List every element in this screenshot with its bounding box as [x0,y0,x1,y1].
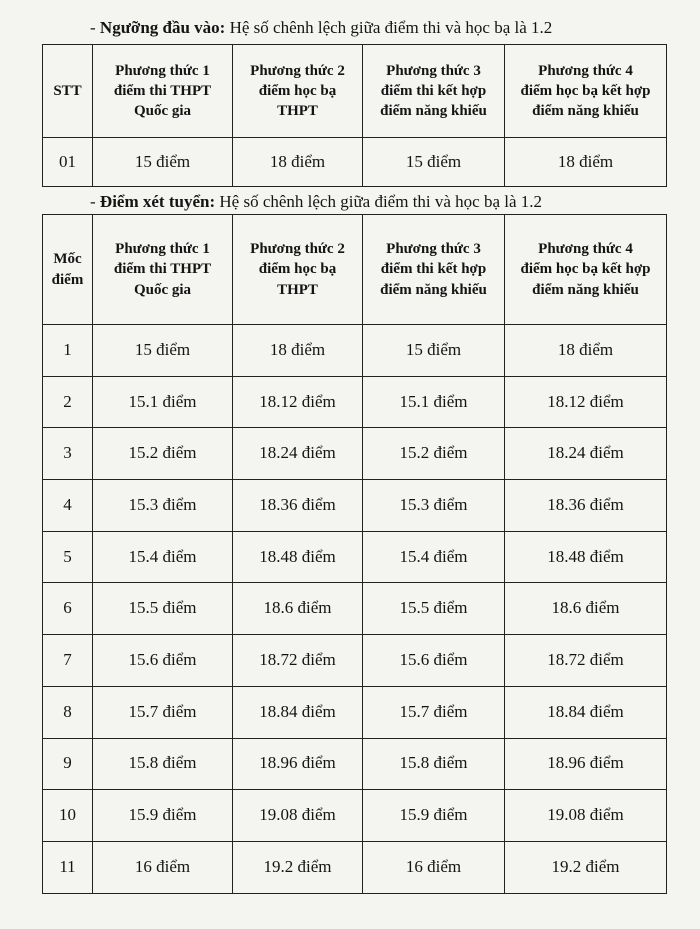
admission-index-cell: 3 [43,428,93,480]
admission-header-line: điểm học bạ [258,261,337,278]
threshold-score-cell: 15 điểm [93,138,233,187]
threshold-header-row [43,45,667,138]
admission-caption [90,192,542,212]
admission-score-cell: 18.48 điểm [505,531,667,583]
threshold-header-line: điểm thi kết hợp [380,82,487,99]
admission-header-cell [93,215,233,325]
admission-score-cell: 15.6 điểm [363,635,505,687]
threshold-header-line: Phương thức 3 [386,62,481,79]
threshold-header-line: điểm học bạ [258,82,337,99]
admission-score-cell: 15.1 điểm [93,376,233,428]
admission-score-cell: 15.5 điểm [93,583,233,635]
admission-score-cell: 18.12 điểm [233,376,363,428]
admission-index-cell: 6 [43,583,93,635]
threshold-header-line: điểm thi THPT [113,82,212,99]
admission-score-cell: 18.6 điểm [233,583,363,635]
admission-header-line: Phương thức 4 [538,241,633,258]
admission-index-cell: 4 [43,480,93,532]
admission-index-cell: 10 [43,790,93,842]
admission-header-line: điểm năng khiếu [532,281,639,298]
admission-row [43,428,667,480]
admission-row [43,790,667,842]
threshold-header-line: Phương thức 4 [538,62,633,79]
threshold-header-line: điểm năng khiếu [532,103,639,120]
admission-score-cell: 15.8 điểm [93,738,233,790]
admission-index-cell: 8 [43,686,93,738]
admission-score-cell: 19.2 điểm [505,841,667,893]
admission-score-cell: 15.7 điểm [363,686,505,738]
admission-header-line: điểm học bạ kết hợp [520,261,651,278]
admission-row [43,376,667,428]
threshold-header-line: Phương thức 1 [115,62,210,79]
admission-header-line: THPT [277,281,318,298]
admission-header-line: điểm thi kết hợp [380,261,487,278]
admission-header-line: điểm thi THPT [113,261,212,278]
admission-score-cell: 18.24 điểm [233,428,363,480]
admission-score-table [42,214,667,894]
admission-row [43,480,667,532]
admission-score-cell: 15.9 điểm [363,790,505,842]
admission-score-cell: 16 điểm [93,841,233,893]
admission-row [43,841,667,893]
threshold-header-line: điểm năng khiếu [380,103,487,120]
threshold-score-cell: 15 điểm [363,138,505,187]
admission-header-line: Quốc gia [133,281,192,298]
admission-score-cell: 18.48 điểm [233,531,363,583]
threshold-text: Hệ số chênh lệch giữa điểm thi và học bạ là 1.2 [225,18,553,37]
admission-score-cell: 15.5 điểm [363,583,505,635]
admission-header-line: Mốc [53,251,82,268]
admission-score-cell: 19.2 điểm [233,841,363,893]
admission-score-cell: 18.36 điểm [233,480,363,532]
admission-score-cell: 15.2 điểm [363,428,505,480]
admission-score-cell: 15.2 điểm [93,428,233,480]
admission-row [43,738,667,790]
admission-score-cell: 16 điểm [363,841,505,893]
admission-header-row [43,215,667,325]
admission-score-cell: 15.3 điểm [363,480,505,532]
admission-index-cell: 7 [43,635,93,687]
admission-score-cell: 18.84 điểm [505,686,667,738]
threshold-header-cell [505,45,667,138]
admission-row [43,686,667,738]
threshold-label: Ngưỡng đầu vào: [99,18,226,37]
admission-header-cell [233,215,363,325]
threshold-index-cell: 01 [43,138,93,187]
threshold-header-line: Quốc gia [133,103,192,120]
admission-score-cell: 18.12 điểm [505,376,667,428]
threshold-header-cell [233,45,363,138]
threshold-score-cell: 18 điểm [233,138,363,187]
threshold-header-line: Phương thức 2 [250,62,345,79]
admission-row [43,583,667,635]
admission-score-cell: 18 điểm [505,325,667,377]
admission-score-cell: 18.96 điểm [233,738,363,790]
admission-score-cell: 18.36 điểm [505,480,667,532]
threshold-header-cell [43,45,93,138]
admission-score-cell: 18.6 điểm [505,583,667,635]
admission-score-cell: 15.7 điểm [93,686,233,738]
admission-score-cell: 15.9 điểm [93,790,233,842]
admission-score-cell: 18.24 điểm [505,428,667,480]
admission-score-cell: 15 điểm [93,325,233,377]
admission-header-cell [363,215,505,325]
admission-score-cell: 18 điểm [233,325,363,377]
admission-score-cell: 15.3 điểm [93,480,233,532]
admission-score-cell: 18.96 điểm [505,738,667,790]
admission-header-line: Phương thức 2 [250,241,345,258]
admission-score-cell: 15.6 điểm [93,635,233,687]
admission-index-cell: 11 [43,841,93,893]
admission-row [43,531,667,583]
admission-header-line: điểm năng khiếu [380,281,487,298]
admission-index-cell: 1 [43,325,93,377]
admission-body [43,325,667,894]
admission-score-cell: 18.84 điểm [233,686,363,738]
admission-index-cell: 9 [43,738,93,790]
admission-header-line: Phương thức 3 [386,241,481,258]
threshold-header-line: điểm học bạ kết hợp [520,82,651,99]
admission-score-cell: 15.8 điểm [363,738,505,790]
admission-score-cell: 18.72 điểm [505,635,667,687]
admission-text: Hệ số chênh lệch giữa điểm thi và học bạ là 1.2 [215,192,543,211]
threshold-score-cell: 18 điểm [505,138,667,187]
threshold-header-cell [363,45,505,138]
admission-score-cell: 19.08 điểm [505,790,667,842]
admission-score-cell: 19.08 điểm [233,790,363,842]
threshold-header-line: STT [53,82,82,99]
threshold-row [43,138,667,187]
threshold-table [42,44,667,187]
admission-header-cell [505,215,667,325]
threshold-body [43,138,667,187]
admission-header-line: Phương thức 1 [115,241,210,258]
admission-score-cell: 15.4 điểm [93,531,233,583]
threshold-header-line: THPT [277,103,318,120]
admission-score-cell: 18.72 điểm [233,635,363,687]
admission-score-cell: 15 điểm [363,325,505,377]
admission-score-cell: 15.4 điểm [363,531,505,583]
admission-label: Điểm xét tuyển: [99,192,216,211]
admission-row [43,635,667,687]
admission-header-cell [43,215,93,325]
admission-index-cell: 5 [43,531,93,583]
threshold-header-cell [93,45,233,138]
admission-index-cell: 2 [43,376,93,428]
admission-header-line: điểm [51,271,84,288]
threshold-caption [90,18,552,38]
admission-row [43,325,667,377]
threshold-bullet: - [90,18,100,37]
admission-score-cell: 15.1 điểm [363,376,505,428]
admission-bullet: - [90,192,100,211]
